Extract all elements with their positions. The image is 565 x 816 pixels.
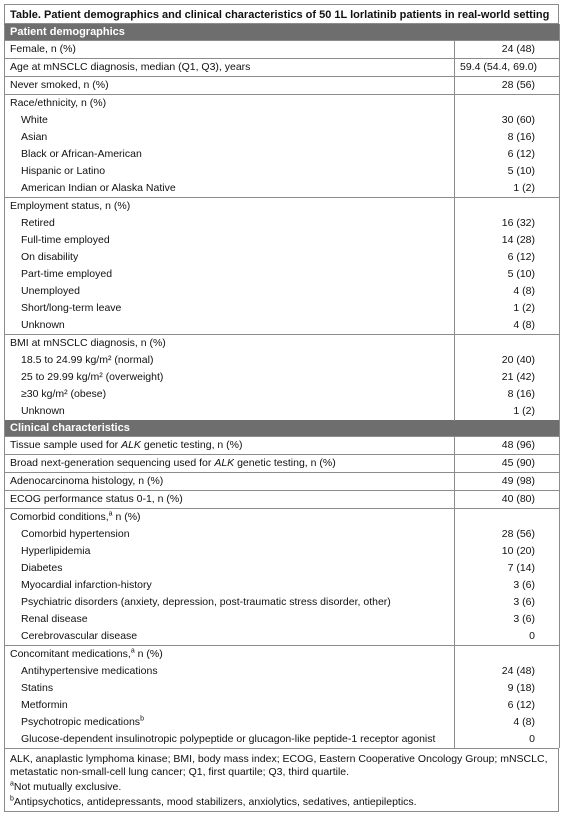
item-label-text: Comorbid hypertension	[21, 528, 130, 540]
document-table	[4, 4, 559, 810]
item-label-text: Black or African-American	[21, 148, 142, 160]
group-item-row	[5, 163, 560, 180]
item-value: 24 (48)	[455, 663, 560, 680]
group-item-row	[5, 577, 560, 594]
item-label-text: Antihypertensive medications	[21, 665, 158, 677]
table-row	[5, 59, 560, 77]
item-value: 21 (42)	[455, 369, 560, 386]
item-label-text: ≥30 kg/m² (obese)	[21, 388, 107, 400]
item-label-text: On disability	[21, 251, 79, 263]
group-item-row	[5, 352, 560, 369]
group-item-row	[5, 731, 560, 748]
footnote-b-text: Antipsychotics, antidepressants, mood stabilizers, anxiolytics, sedatives, antiepileptics.	[13, 796, 417, 808]
group-label	[5, 95, 455, 113]
group-item-row	[5, 317, 560, 335]
item-label-text: American Indian or Alaska Native	[21, 182, 176, 194]
group-header-row	[5, 646, 560, 664]
table-row	[5, 41, 560, 59]
group-value-empty	[455, 509, 560, 527]
table-row	[5, 77, 560, 95]
footnote-a-text: Not mutually exclusive.	[13, 781, 122, 793]
item-label-text: Asian	[21, 131, 48, 143]
group-item-row	[5, 369, 560, 386]
section-header-row	[5, 421, 560, 437]
table-title: Table. Patient demographics and clinical characteristics of 50 1L lorlatinib patients in real-world setting	[4, 4, 559, 24]
item-label	[5, 146, 455, 163]
row-value: 28 (56)	[455, 77, 560, 95]
group-label-text: Comorbid conditions,	[10, 511, 109, 523]
group-item-row	[5, 215, 560, 232]
item-label-text: Glucose-dependent insulinotropic polypeptide or glucagon-like peptide-1 receptor agonist	[21, 733, 436, 745]
item-label-text: 18.5 to 24.99 kg/m² (normal)	[21, 354, 154, 366]
section-header: Clinical characteristics	[5, 421, 560, 437]
item-value: 0	[455, 628, 560, 646]
item-value: 5 (10)	[455, 163, 560, 180]
footnote-marker: a	[108, 510, 113, 518]
group-label	[5, 335, 455, 353]
row-value: 40 (80)	[455, 491, 560, 509]
row-label	[5, 455, 455, 473]
item-label	[5, 680, 455, 697]
row-label-post: genetic testing, n (%)	[234, 457, 336, 469]
item-label-text: Unknown	[21, 319, 65, 331]
row-label-gene: ALK	[214, 457, 235, 469]
group-item-row	[5, 300, 560, 317]
item-value: 14 (28)	[455, 232, 560, 249]
item-label-text: Hyperlipidemia	[21, 545, 91, 557]
item-label	[5, 266, 455, 283]
item-value: 20 (40)	[455, 352, 560, 369]
row-value: 59.4 (54.4, 69.0)	[455, 59, 560, 77]
item-label	[5, 112, 455, 129]
item-label	[5, 232, 455, 249]
section-header-row	[5, 25, 560, 41]
group-value-empty	[455, 95, 560, 113]
footnote-b-mark: b	[10, 795, 14, 803]
footnote-marker: a	[130, 647, 135, 655]
table-row	[5, 473, 560, 491]
group-item-row	[5, 680, 560, 697]
item-label	[5, 369, 455, 386]
group-item-row	[5, 232, 560, 249]
item-label-text: White	[21, 114, 48, 126]
item-value: 1 (2)	[455, 300, 560, 317]
item-label-text: Statins	[21, 682, 54, 694]
item-label-text: Hispanic or Latino	[21, 165, 106, 177]
item-label	[5, 697, 455, 714]
item-label	[5, 731, 455, 748]
row-value: 45 (90)	[455, 455, 560, 473]
group-value-empty	[455, 335, 560, 353]
item-value: 5 (10)	[455, 266, 560, 283]
item-value: 4 (8)	[455, 714, 560, 731]
row-label-pre: Broad next-generation sequencing used for	[10, 457, 215, 469]
item-label	[5, 577, 455, 594]
table-row	[5, 491, 560, 509]
row-label-post: genetic testing, n (%)	[140, 439, 243, 451]
item-label	[5, 560, 455, 577]
group-item-row	[5, 697, 560, 714]
item-label	[5, 352, 455, 369]
item-label-text: Renal disease	[21, 613, 88, 625]
group-item-row	[5, 266, 560, 283]
group-value-empty	[455, 198, 560, 216]
item-value: 16 (32)	[455, 215, 560, 232]
item-label	[5, 249, 455, 266]
item-label-text: Unknown	[21, 405, 65, 417]
group-item-row	[5, 283, 560, 300]
row-value: 49 (98)	[455, 473, 560, 491]
group-header-row	[5, 198, 560, 216]
item-label	[5, 283, 455, 300]
item-label-text: Full-time employed	[21, 234, 110, 246]
group-label-text: BMI at mNSCLC diagnosis, n (%)	[10, 337, 166, 349]
item-label	[5, 543, 455, 560]
footnote-b	[10, 796, 553, 809]
footnote-marker: b	[140, 715, 144, 723]
row-value: 48 (96)	[455, 437, 560, 455]
group-item-row	[5, 526, 560, 543]
table-row	[5, 455, 560, 473]
item-value: 1 (2)	[455, 180, 560, 198]
table-body	[5, 25, 560, 749]
item-value: 6 (12)	[455, 146, 560, 163]
group-label	[5, 646, 455, 664]
item-value: 4 (8)	[455, 283, 560, 300]
item-value: 3 (6)	[455, 611, 560, 628]
section-header: Patient demographics	[5, 25, 560, 41]
group-item-row	[5, 543, 560, 560]
row-label: Never smoked, n (%)	[5, 77, 455, 95]
item-value: 4 (8)	[455, 317, 560, 335]
item-label-text: Psychiatric disorders (anxiety, depression, post-traumatic stress disorder, other)	[21, 596, 391, 608]
item-value: 6 (12)	[455, 697, 560, 714]
item-label	[5, 180, 455, 198]
item-label-text: Unemployed	[21, 285, 80, 297]
item-label-text: Psychotropic medications	[21, 716, 141, 728]
item-label	[5, 163, 455, 180]
group-header-row	[5, 95, 560, 113]
group-item-row	[5, 129, 560, 146]
item-label	[5, 215, 455, 232]
item-value: 3 (6)	[455, 594, 560, 611]
group-item-row	[5, 180, 560, 198]
item-label	[5, 594, 455, 611]
item-label	[5, 300, 455, 317]
item-label	[5, 386, 455, 403]
group-item-row	[5, 594, 560, 611]
group-value-empty	[455, 646, 560, 664]
item-label	[5, 403, 455, 421]
table-footer	[4, 748, 559, 812]
item-label-text: 25 to 29.99 kg/m² (overweight)	[21, 371, 164, 383]
item-value: 10 (20)	[455, 543, 560, 560]
row-label	[5, 437, 455, 455]
group-item-row	[5, 628, 560, 646]
group-item-row	[5, 403, 560, 421]
item-label	[5, 628, 455, 646]
item-value: 1 (2)	[455, 403, 560, 421]
item-label	[5, 526, 455, 543]
item-label-text: Diabetes	[21, 562, 63, 574]
group-item-row	[5, 663, 560, 680]
group-item-row	[5, 249, 560, 266]
group-label	[5, 509, 455, 527]
group-header-row	[5, 509, 560, 527]
table-row	[5, 437, 560, 455]
item-value: 9 (18)	[455, 680, 560, 697]
group-label	[5, 198, 455, 216]
row-label-gene: ALK	[121, 439, 141, 451]
group-label-text: Concomitant medications,	[10, 648, 131, 660]
row-label-pre: Tissue sample used for	[10, 439, 122, 451]
item-label-text: Part-time employed	[21, 268, 113, 280]
row-label: ECOG performance status 0-1, n (%)	[5, 491, 455, 509]
row-label: Female, n (%)	[5, 41, 455, 59]
item-value: 6 (12)	[455, 249, 560, 266]
item-value: 28 (56)	[455, 526, 560, 543]
item-label	[5, 611, 455, 628]
item-value: 8 (16)	[455, 386, 560, 403]
characteristics-table	[4, 24, 560, 748]
item-label	[5, 317, 455, 335]
group-label-text: Employment status, n (%)	[10, 200, 131, 212]
footnote-a-mark: a	[10, 780, 14, 788]
group-item-row	[5, 560, 560, 577]
item-label-text: Cerebrovascular disease	[21, 630, 138, 642]
group-item-row	[5, 611, 560, 628]
group-label-suffix: n (%)	[112, 511, 141, 523]
row-label: Age at mNSCLC diagnosis, median (Q1, Q3), years	[5, 59, 455, 77]
abbreviations-note: ALK, anaplastic lymphoma kinase; BMI, body mass index; ECOG, Eastern Cooperative Oncology Group; mNSCLC, metastatic non-small-cell lung cancer; Q1, first quartile; Q3, third quartile.	[10, 753, 548, 778]
item-label-text: Metformin	[21, 699, 68, 711]
item-value: 8 (16)	[455, 129, 560, 146]
item-value: 0	[455, 731, 560, 748]
item-label-text: Myocardial infarction-history	[21, 579, 152, 591]
row-value: 24 (48)	[455, 41, 560, 59]
group-item-row	[5, 386, 560, 403]
footnote-a	[10, 781, 553, 794]
group-header-row	[5, 335, 560, 353]
group-item-row	[5, 112, 560, 129]
group-item-row	[5, 714, 560, 731]
group-label-text: Race/ethnicity, n (%)	[10, 97, 107, 109]
item-label-text: Short/long-term leave	[21, 302, 122, 314]
item-label-text: Retired	[21, 217, 55, 229]
item-label	[5, 663, 455, 680]
row-label: Adenocarcinoma histology, n (%)	[5, 473, 455, 491]
group-label-suffix: n (%)	[134, 648, 163, 660]
item-value: 3 (6)	[455, 577, 560, 594]
item-label	[5, 129, 455, 146]
item-label	[5, 714, 455, 731]
item-value: 7 (14)	[455, 560, 560, 577]
item-value: 30 (60)	[455, 112, 560, 129]
group-item-row	[5, 146, 560, 163]
